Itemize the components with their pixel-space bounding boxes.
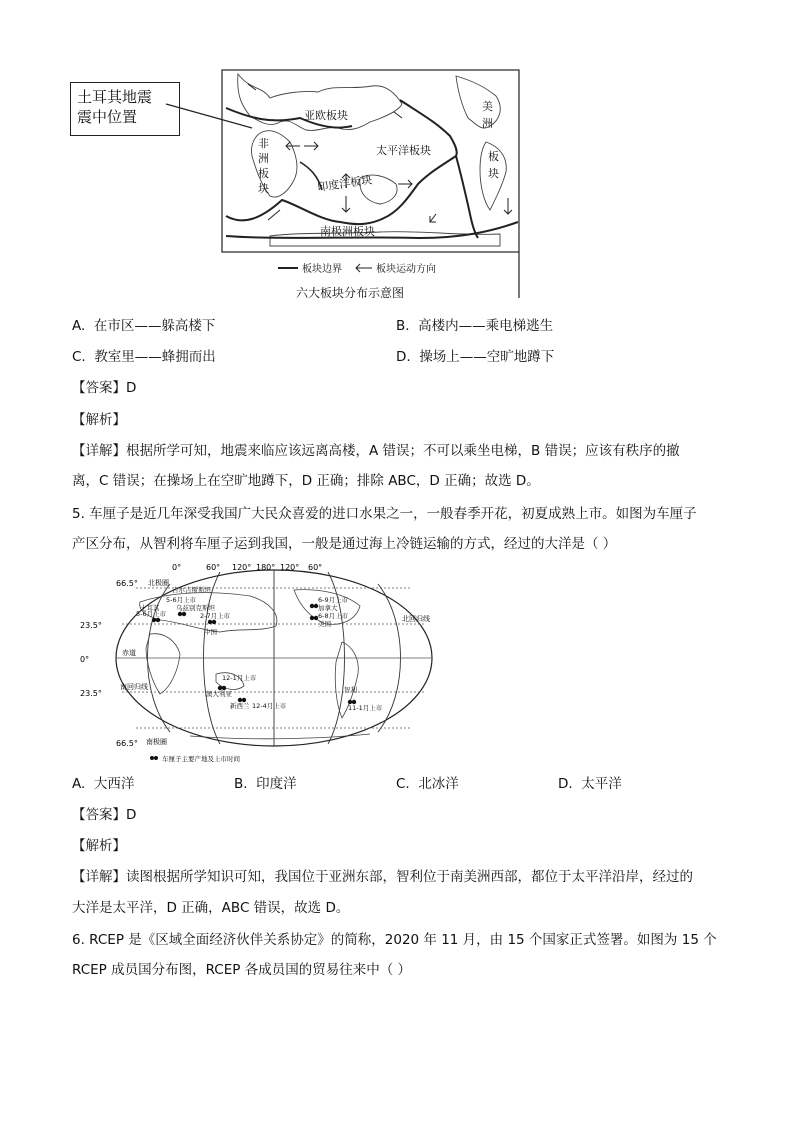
lon-60w: 60°	[308, 563, 323, 572]
place-time-3: 2-7月上市	[200, 612, 231, 620]
q4-answer	[72, 378, 136, 398]
label-african-plate-1: 非	[258, 137, 269, 150]
q5-answer	[72, 805, 136, 825]
tropic-cancer-label: 北回归线	[402, 615, 430, 623]
label-eurasian-plate: 亚欧板块	[304, 109, 348, 122]
option-text: 印度洋	[256, 776, 297, 792]
option-text: 太平洋	[581, 776, 622, 792]
detail-label: 【详解】	[72, 443, 126, 459]
lon-120w: 120°	[280, 563, 300, 572]
tropic-capricorn-label: 南回归线	[120, 683, 148, 691]
q5-analysis-label: 【解析】	[72, 838, 126, 854]
option-letter: D.	[558, 776, 573, 792]
detail-text: 读图根据所学知识可知，我国位于亚洲东部，智利位于南美洲西部，都位于太平洋沿岸，经过的	[126, 869, 693, 885]
answer-label: 【答案】	[72, 807, 126, 823]
label-american-plate-1: 美	[482, 100, 493, 113]
lon-60e: 60°	[206, 563, 221, 572]
label-antarctic-plate: 南极洲板块	[320, 225, 375, 238]
q5-detail-line-2: 大洋是太平洋，D 正确，ABC 错误，故选 D。	[72, 900, 350, 916]
place-chile: 智利	[344, 686, 357, 694]
lat-23n: 23.5°	[80, 621, 102, 630]
place-canada: 加拿大	[318, 604, 338, 612]
option-letter: C.	[72, 349, 86, 365]
lon-0: 0°	[172, 563, 182, 572]
q6-stem-line-1: 6. RCEP 是《区域全面经济伙伴关系协定》的简称，2020 年 11 月，由 15 个国家正式签署。如图为 15 个	[72, 932, 717, 948]
label-african-plate-2: 洲	[258, 152, 269, 165]
legend-boundary: 板块边界	[302, 264, 342, 275]
equator-label: 赤道	[122, 649, 136, 657]
q5-stem-line-1: 5. 车厘子是近几年深受我国广大民众喜爱的进口水果之一，一般春季开花，初夏成熟上市。如图为车厘子	[72, 506, 697, 522]
option-letter: A.	[72, 776, 86, 792]
place-kyrgyzstan: 吉尔吉斯斯坦	[172, 586, 211, 594]
antarctic-circle-label: 南极圈	[146, 738, 167, 746]
place-time-2: 5-6月上市	[136, 610, 167, 618]
q6-stem-line-2: RCEP 成员国分布图，RCEP 各成员国的贸易往来中（ ）	[72, 962, 411, 978]
option-letter: C.	[396, 776, 410, 792]
detail-label: 【详解】	[72, 869, 126, 885]
place-time-1: 5-6月上市	[166, 596, 197, 604]
q4-option-a	[72, 316, 215, 336]
arctic-circle-label: 北极圈	[148, 579, 169, 587]
answer-value: D	[126, 380, 137, 396]
label-pacific-plate: 太平洋板块	[376, 144, 431, 157]
place-time-8: 11-1月上市	[348, 704, 383, 712]
place-time-4: 6-9月上市	[318, 596, 349, 604]
lat-66s: 66.5°	[116, 739, 138, 748]
place-time-6: 12-1月上市	[222, 674, 257, 682]
label-african-plate-3: 板	[258, 167, 269, 180]
q5-option-c	[396, 774, 459, 794]
option-text: 大西洋	[93, 776, 135, 792]
place-new-zealand: 新西兰	[230, 702, 250, 710]
lat-23s: 23.5°	[80, 689, 102, 698]
plate-map	[0, 0, 794, 305]
place-china: 中国	[204, 628, 217, 636]
q4-detail-line-1	[72, 441, 680, 461]
q5-option-b	[234, 774, 297, 794]
answer-value: D	[126, 807, 137, 823]
map-legend: 车厘子主要产地及上市时间	[162, 755, 240, 763]
option-letter: B.	[234, 776, 248, 792]
option-text: 操场上——空旷地蹲下	[419, 349, 555, 365]
q4-analysis-label: 【解析】	[72, 412, 126, 428]
callout-line-2: 震中位置	[77, 108, 138, 126]
q4-option-d	[396, 347, 554, 367]
q5-stem-line-2: 产区分布，从智利将车厘子运到我国，一般是通过海上冷链运输的方式，经过的大洋是（ ）	[72, 536, 617, 552]
label-american-plate-3: 板	[488, 150, 499, 163]
detail-text: 根据所学可知，地震来临应该远离高楼，A 错误；不可以乘坐电梯，B 错误；应该有秩序的撤	[126, 443, 680, 459]
legend-direction: 板块运动方向	[376, 264, 436, 275]
place-time-7: 12-4月上市	[252, 702, 287, 710]
place-uzbekistan: 乌兹别克斯坦	[176, 604, 215, 612]
lon-180: 180°	[256, 563, 276, 572]
place-australia: 澳大利亚	[206, 690, 232, 698]
cherry-world-map	[80, 562, 440, 768]
option-text: 北冰洋	[418, 776, 459, 792]
option-letter: B.	[396, 318, 410, 334]
option-letter: A.	[72, 318, 86, 334]
q5-option-d	[558, 774, 622, 794]
label-american-plate-4: 块	[488, 167, 499, 180]
answer-label: 【答案】	[72, 380, 126, 396]
q4-option-c	[72, 347, 216, 367]
q4-detail-line-2: 离，C 错误；在操场上在空旷地蹲下，D 正确；排除 ABC，D 正确；故选 D。	[72, 473, 540, 489]
option-text: 教室里——蜂拥而出	[94, 349, 216, 365]
figure-caption: 六大板块分布示意图	[296, 286, 405, 300]
label-american-plate-2: 洲	[482, 117, 493, 130]
option-letter: D.	[396, 349, 411, 365]
label-indian-plate: 印度洋板块	[316, 173, 373, 194]
option-text: 高楼内——乘电梯逃生	[418, 318, 554, 334]
place-usa: 美国	[318, 620, 331, 628]
q5-detail-line-1	[72, 867, 693, 887]
place-time-5: 6-8月上市	[318, 612, 349, 620]
lat-66n: 66.5°	[116, 579, 138, 588]
place-turkey: 土耳其	[140, 604, 160, 612]
label-african-plate-4: 块	[258, 182, 269, 195]
q5-option-a	[72, 774, 134, 794]
callout-line-1: 土耳其地震	[77, 88, 153, 106]
q4-option-b	[396, 316, 553, 336]
lat-0: 0°	[80, 655, 90, 664]
lon-120e: 120°	[232, 563, 252, 572]
option-text: 在市区——躲高楼下	[93, 318, 216, 334]
